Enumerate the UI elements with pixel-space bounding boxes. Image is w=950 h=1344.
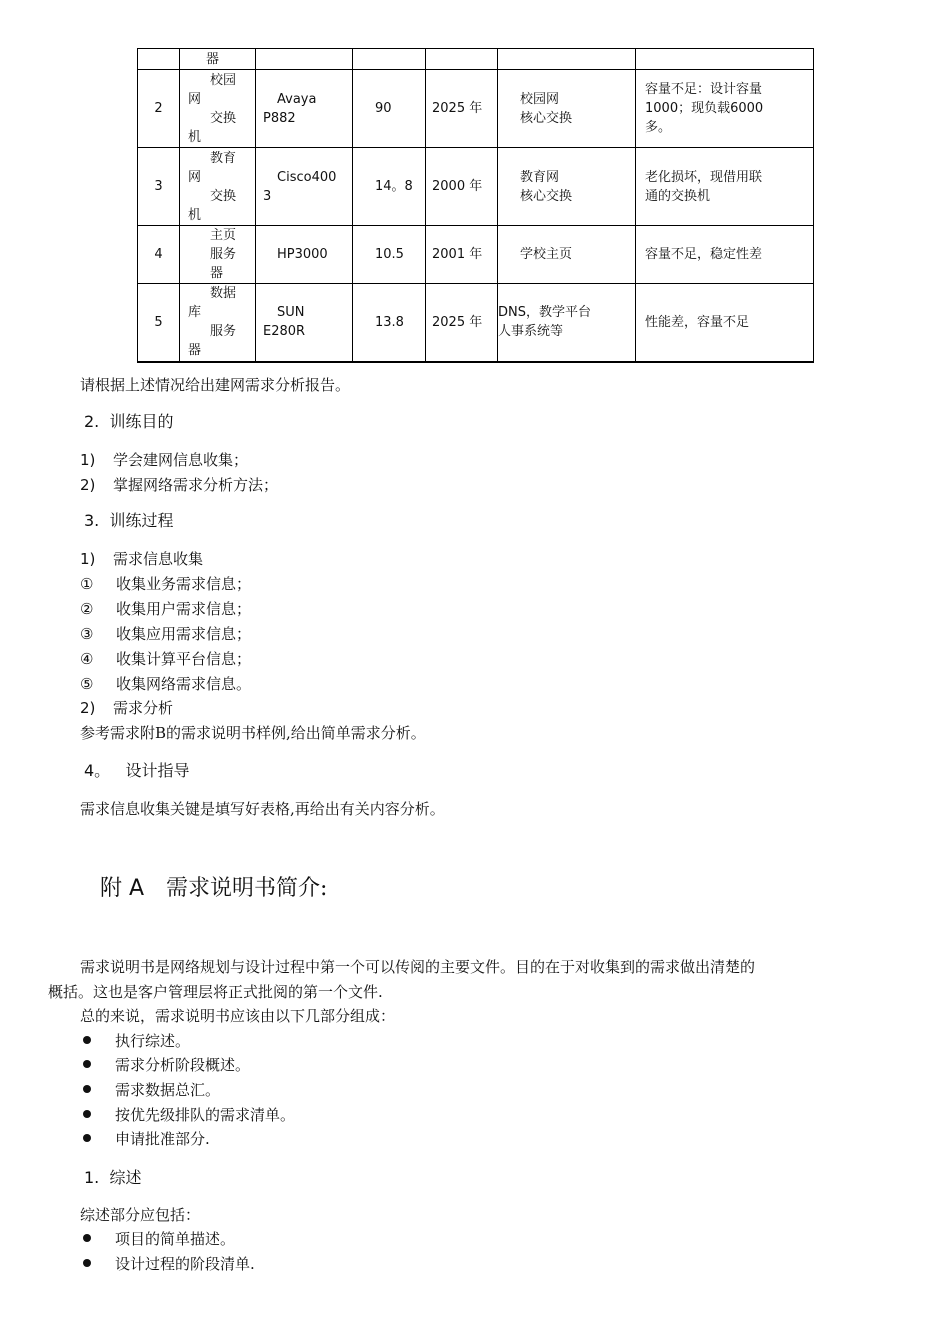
- list-item: 申请批准部分.: [80, 1129, 210, 1149]
- bullet-icon: [83, 1085, 91, 1093]
- section-heading-4: 4。 设计指导: [84, 761, 190, 780]
- table-cell: 2025 年: [426, 284, 498, 362]
- intro-text: 请根据上述情况给出建网需求分析报告。: [80, 376, 351, 394]
- bullet-icon: [83, 1110, 91, 1118]
- list-item: ③ 收集应用需求信息；: [80, 625, 252, 643]
- list-item: ⑤ 收集网络需求信息。: [80, 675, 252, 693]
- section4-text: 需求信息收集关键是填写好表格,再给出有关内容分析。: [80, 800, 445, 818]
- bullet-icon: [83, 1234, 91, 1242]
- appendix-para2: 总的来说，需求说明书应该由以下几部分组成：: [80, 1007, 396, 1025]
- appendix-title: 附 A 需求说明书简介:: [100, 876, 328, 901]
- list-item: 项目的简单描述。: [80, 1229, 235, 1249]
- equipment-table: [137, 48, 814, 363]
- section-heading-2: 2. 训练目的: [84, 412, 174, 431]
- appendix-para1-line2: 概括。这也是客户管理层将正式批阅的第一个文件.: [48, 983, 383, 1001]
- bullet-icon: [83, 1134, 91, 1142]
- list-item: 设计过程的阶段清单.: [80, 1254, 255, 1274]
- table-cell: 2: [138, 70, 180, 148]
- table-row: [138, 49, 814, 70]
- table-cell: 4: [138, 226, 180, 284]
- bullet-icon: [83, 1060, 91, 1068]
- appendix-sub1-intro: 综述部分应包括：: [80, 1206, 201, 1224]
- bullet-icon: [83, 1259, 91, 1267]
- list-item: 1) 需求信息收集: [80, 550, 204, 568]
- section-heading-3: 3. 训练过程: [84, 511, 174, 530]
- table-cell: 14。8: [353, 148, 426, 226]
- table-cell: 2025 年: [426, 70, 498, 148]
- table-cell: 2001 年: [426, 226, 498, 284]
- list-item: 2) 需求分析: [80, 699, 174, 717]
- list-item: ② 收集用户需求信息；: [80, 600, 252, 618]
- section3-note: 参考需求附B的需求说明书样例,给出简单需求分析。: [80, 724, 426, 742]
- list-item: ① 收集业务需求信息；: [80, 575, 252, 593]
- table-cell: 5: [138, 284, 180, 362]
- table-row: 5 数据 库 服务 器 SUN E280R 13.8 2025 年 DNS，教学平台 人事系统等 性能差，容量不足: [138, 284, 814, 362]
- list-item: 需求数据总汇。: [80, 1080, 220, 1100]
- bullet-icon: [83, 1036, 91, 1044]
- table-row: 2 校园 网 交换 机 Avaya P882 90 2025 年 校园网 核心交换 容量不足：设计容量 1000；现负载6000 多。: [138, 70, 814, 148]
- appendix-subheading-1: 1. 综述: [84, 1168, 142, 1187]
- list-item: 执行综述。: [80, 1031, 190, 1051]
- table-row: 3 教育 网 交换 机 Cisco400 3 14。8 2000 年 教育网 核心交换 老化损坏，现借用联 通的交换机: [138, 148, 814, 226]
- list-item: 需求分析阶段概述。: [80, 1055, 250, 1075]
- table-cell: 13.8: [353, 284, 426, 362]
- table-cell: 器: [206, 51, 220, 67]
- table-cell: 10.5: [353, 226, 426, 284]
- list-item: 1) 学会建网信息收集；: [80, 451, 249, 469]
- list-item: 2) 掌握网络需求分析方法；: [80, 476, 279, 494]
- list-item: 按优先级排队的需求清单。: [80, 1105, 295, 1125]
- appendix-para1-line1: 需求说明书是网络规划与设计过程中第一个可以传阅的主要文件。目的在于对收集到的需求做出清楚的: [80, 958, 756, 976]
- table-cell: 90: [353, 70, 426, 148]
- list-item: ④ 收集计算平台信息；: [80, 650, 252, 668]
- table-row: 4 主页 服务 器 HP3000 10.5 2001 年 学校主页 容量不足，稳定性差: [138, 226, 814, 284]
- table-cell: 3: [138, 148, 180, 226]
- table-cell: 2000 年: [426, 148, 498, 226]
